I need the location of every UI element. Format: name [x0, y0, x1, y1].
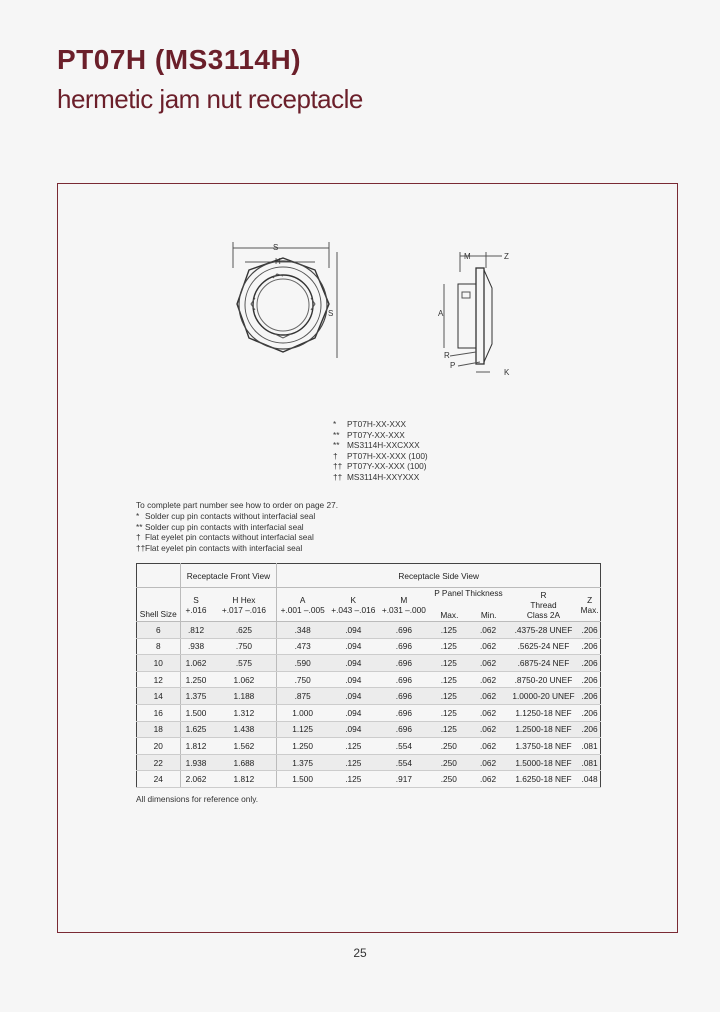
label-r: R: [444, 351, 450, 360]
label-k: K: [504, 368, 510, 377]
dimension-table: [136, 563, 601, 788]
table-row: 10 1.062 .575 .590 .094 .696 .125 .062 .6875-24 NEF .206: [137, 655, 601, 672]
col-shell: Shell Size: [137, 588, 181, 622]
col-m: M +.031 –.000: [379, 588, 430, 622]
ordering-notes: [136, 500, 338, 554]
part-code-item: †† PT07Y-XX-XXX (100): [333, 461, 427, 472]
part-code-item: †† MS3114H-XXYXXX: [333, 471, 420, 482]
label-z: Z: [504, 252, 509, 261]
header-blank: [137, 564, 181, 588]
label-s-top: S: [273, 243, 279, 252]
label-m: M: [464, 252, 471, 261]
part-code-item: ** PT07Y-XX-XXX: [333, 429, 405, 440]
part-code-list: [333, 419, 428, 483]
col-k: K +.043 –.016: [328, 588, 379, 622]
col-s: S +.016: [180, 588, 212, 622]
part-code-item: * PT07H-XX-XXX: [333, 419, 407, 429]
part-code-item: ** MS3114H-XXCXXX: [333, 440, 420, 451]
page-subtitle: hermetic jam nut receptacle: [57, 84, 363, 114]
table-row: 6 .812 .625 .348 .094 .696 .125 .062 .4375-28 UNEF .206: [137, 622, 601, 639]
col-p: P Panel Thickness Max. Min.: [429, 588, 508, 622]
ordering-intro: To complete part number see how to order on page 27.: [136, 500, 339, 510]
header-front-view: Receptacle Front View: [180, 564, 277, 588]
note-item: ** Solder cup pin contacts with interfacial seal: [136, 521, 304, 532]
side-view-drawing: [430, 248, 530, 378]
table-row: 14 1.375 1.188 .875 .094 .696 .125 .062 1.0000-20 UNEF .206: [137, 688, 601, 705]
col-h: H Hex +.017 –.016: [212, 588, 277, 622]
col-z: Z Max.: [579, 588, 600, 622]
col-a: A +.001 –.005: [277, 588, 328, 622]
table-row: 18 1.625 1.438 1.125 .094 .696 .125 .062 1.2500-18 NEF .206: [137, 721, 601, 738]
table-row: 8 .938 .750 .473 .094 .696 .125 .062 .5625-24 NEF .206: [137, 638, 601, 655]
label-s-side: S: [328, 309, 334, 318]
page-title: PT07H (MS3114H): [57, 44, 302, 75]
note-item: † Flat eyelet pin contacts without interfacial seal: [136, 532, 314, 543]
note-item: †† Flat eyelet pin contacts with interfacial seal: [136, 543, 303, 554]
col-r: R Thread Class 2A: [508, 588, 579, 622]
table-row: 12 1.250 1.062 .750 .094 .696 .125 .062 .8750-20 UNEF .206: [137, 671, 601, 688]
header-side-view: Receptacle Side View: [277, 564, 601, 588]
front-view-drawing: [225, 238, 345, 368]
note-item: * Solder cup pin contacts without interfacial seal: [136, 510, 316, 521]
label-p: P: [450, 361, 456, 370]
table-row: 16 1.500 1.312 1.000 .094 .696 .125 .062 1.1250-18 NEF .206: [137, 704, 601, 721]
table-row: 22 1.938 1.688 1.375 .125 .554 .250 .062 1.5000-18 NEF .081: [137, 754, 601, 771]
reference-note: All dimensions for reference only.: [136, 794, 259, 804]
part-code-item: † PT07H-XX-XXX (100): [333, 450, 428, 461]
content-frame: [57, 183, 678, 933]
label-a: A: [438, 309, 444, 318]
page-number: 25: [353, 946, 367, 960]
table-row: 24 2.062 1.812 1.500 .125 .917 .250 .062 1.6250-18 NEF .048: [137, 771, 601, 788]
label-h: H: [275, 257, 281, 266]
table-row: 20 1.812 1.562 1.250 .125 .554 .250 .062 1.3750-18 NEF .081: [137, 738, 601, 755]
